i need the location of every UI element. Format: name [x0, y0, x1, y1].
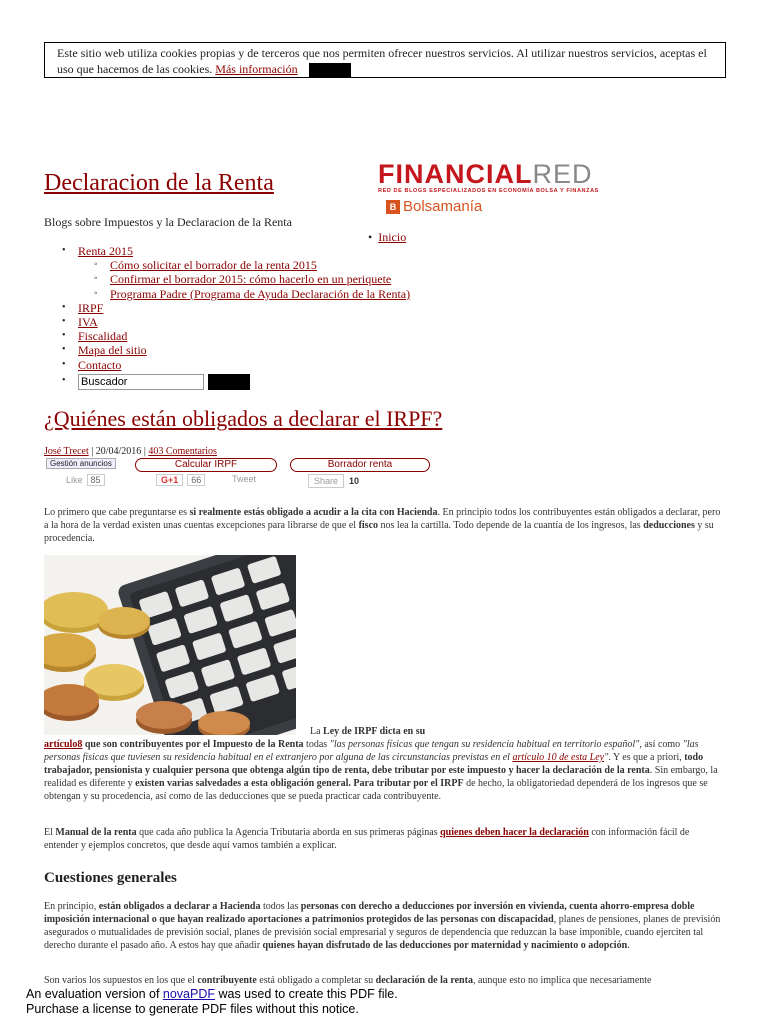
pdf-evaluation-notice: An evaluation version of novaPDF was used to create this PDF file. Purchase a license to generate PDF files without this notice. [26, 987, 398, 1016]
financialred-logo[interactable] [378, 160, 628, 194]
post-author-link[interactable]: José Trecet [44, 446, 89, 457]
nav-link-fiscalidad[interactable]: Fiscalidad [78, 329, 128, 344]
share-count: 10 [349, 476, 360, 486]
nav-link-contacto[interactable]: Contacto [78, 357, 122, 372]
paragraph-general: En principio, están obligados a declarar a Hacienda todos las personas con derecho a deducciones por inversión en vivienda, cuenta ahorro-empresa doble imposición internacional o que hayan realizado aportaciones a patrimonios protegidos de las personas con discapacidad, planes de pensiones, planes de previsión asegurados o mutualidades de previsión social, planes de previsión social empresarial y seguros de dependencia que reduzcan la base imponible, cuando ejerciten tal derecho durante el pasado año. A estos hay que añadir quienes hayan disfrutado de las deducciones por maternidad y nacimiento o adopción. [44, 901, 721, 951]
nav-subitem [94, 258, 410, 272]
bolsamania-text: Bolsamanía [403, 198, 483, 215]
calculator-coins-image [44, 555, 296, 735]
bolsamania-icon: B [386, 200, 400, 214]
tweet-button[interactable]: Tweet [232, 474, 257, 484]
nav-link-programa-padre[interactable]: Programa Padre (Programa de Ayuda Declaración de la Renta) [110, 286, 411, 301]
like-widget[interactable] [66, 474, 105, 486]
cookie-text: Este sitio web utiliza cookies propias y de terceros que nos permiten ofrecer nuestros servicios. Al utilizar nuestros servicios, aceptas el uso que hacemos de las cookies. [57, 46, 707, 76]
gplus-button[interactable]: G+1 [156, 474, 183, 486]
post-comments-link[interactable]: 403 Comentarios [148, 446, 217, 457]
site-tagline: Blogs sobre Impuestos y la Declaracion de la Renta [44, 215, 292, 229]
paragraph-ley: artículo8 que son contribuyentes por el Impuesto de la Renta todas "las personas físicas que tengan su residencia habitual en territorio español", así como "las personas físicas que tuviesen su residencia habitual en el extranjero por alguna de las circunstancias previstas en el artículo 10 de esta Ley". Y es que a priori, todo trabajador, pensionista y cualquier persona que obtenga algún tipo de renta, debe tributar por este impuesto y hacer la declaración de la renta. Sin embargo, la realidad es diferente y existen varias salvedades a esta obligación general. Para tributar por el IRPF de hecho, la obligatoriedad dependerá de los ingresos que se obtengan y su procedencia, así como de las deducciones que se pueda practicar cada contribuyente. [44, 739, 718, 802]
gplus-widget[interactable] [156, 474, 205, 486]
nav-link-solicitar-borrador[interactable]: Cómo solicitar el borrador de la renta 2015 [110, 258, 317, 273]
nav-link-irpf[interactable]: IRPF [78, 300, 104, 315]
borrador-renta-button[interactable]: Borrador renta [290, 458, 430, 472]
nav-link-inicio[interactable]: Inicio [378, 230, 407, 244]
calcular-irpf-button[interactable]: Calcular IRPF [135, 458, 277, 472]
nav-item-renta [62, 244, 410, 301]
cookie-banner [44, 42, 726, 78]
nav-link-confirmar-borrador[interactable]: Confirmar el borrador 2015: cómo hacerlo en un periquete [110, 272, 392, 287]
paragraph-supuestos: Son varios los supuestos en los que el contribuyente está obligado a completar su declaración de la renta, aunque esto no implica que necesariamente [44, 975, 652, 986]
nav-item [62, 358, 410, 372]
nav-link-renta-2015[interactable]: Renta 2015 [78, 244, 133, 258]
post-title[interactable]: ¿Quiénes están obligados a declarar el IRPF? [44, 406, 443, 431]
search-button[interactable] [208, 374, 250, 390]
section-heading: Cuestiones generales [44, 870, 177, 886]
nav-item-search [62, 374, 410, 390]
quienes-deben-link[interactable]: quienes deben hacer la declaración [440, 827, 589, 838]
search-input[interactable] [78, 374, 204, 390]
articulo-8-link[interactable]: artículo8 [44, 739, 83, 750]
logo-subtitle: RED DE BLOGS ESPECIALIZADOS EN ECONOMÍA BOLSA Y FINANZAS [378, 188, 599, 194]
gplus-count: 66 [187, 474, 205, 486]
gestion-anuncios-button[interactable]: Gestión anuncios [46, 458, 116, 469]
nav-link-iva[interactable]: IVA [78, 315, 98, 330]
post-meta: José Trecet | 20/04/2016 | 403 Comentarios [44, 446, 217, 457]
bolsamania-logo[interactable] [386, 198, 482, 215]
nav-link-mapa-sitio[interactable]: Mapa del sitio [78, 343, 147, 358]
like-label: Like [66, 475, 83, 485]
site-title[interactable]: Declaracion de la Renta [44, 170, 274, 196]
cookie-more-info-link[interactable]: Más información [215, 62, 298, 76]
main-navigation [62, 244, 410, 390]
paragraph-intro: Lo primero que cabe preguntarse es si realmente estás obligado a acudir a la cita con Hacienda. En principio todos los contribuyentes están obligados a declarar, pero a la hora de la verdad existen unas cuentas excepciones para librarse de que el fisco nos lea la cartilla. Todo depende de la cuantía de los ingresos, las deducciones y su procedencia. [44, 507, 721, 544]
share-button[interactable]: Share [308, 474, 344, 488]
nav-item [62, 329, 410, 343]
nav-subitem [94, 287, 410, 301]
nav-item [62, 343, 410, 357]
nav-item-inicio[interactable]: • Inicio [368, 230, 407, 244]
articulo-10-link[interactable]: artículo 10 de esta Ley [512, 752, 605, 763]
nav-subitem [94, 272, 410, 286]
logo-text-red: RED [532, 159, 593, 189]
paragraph-ley-line1: La Ley de IRPF dicta en su [310, 726, 426, 737]
nav-item [62, 301, 410, 315]
nav-item [62, 315, 410, 329]
paragraph-manual: El Manual de la renta que cada año publica la Agencia Tributaria aborda en sus primeras páginas quienes deben hacer la declaración con información fácil de entender y ejemplos concretos, que desde aquí vamos también a explicar. [44, 827, 690, 851]
novapdf-link[interactable]: novaPDF [162, 987, 215, 1001]
cookie-accept-button[interactable] [309, 63, 351, 78]
like-count: 85 [87, 474, 105, 486]
post-date: 20/04/2016 [95, 446, 142, 457]
logo-text-financial: FINANCIAL [378, 159, 533, 189]
share-widget[interactable] [308, 474, 359, 488]
